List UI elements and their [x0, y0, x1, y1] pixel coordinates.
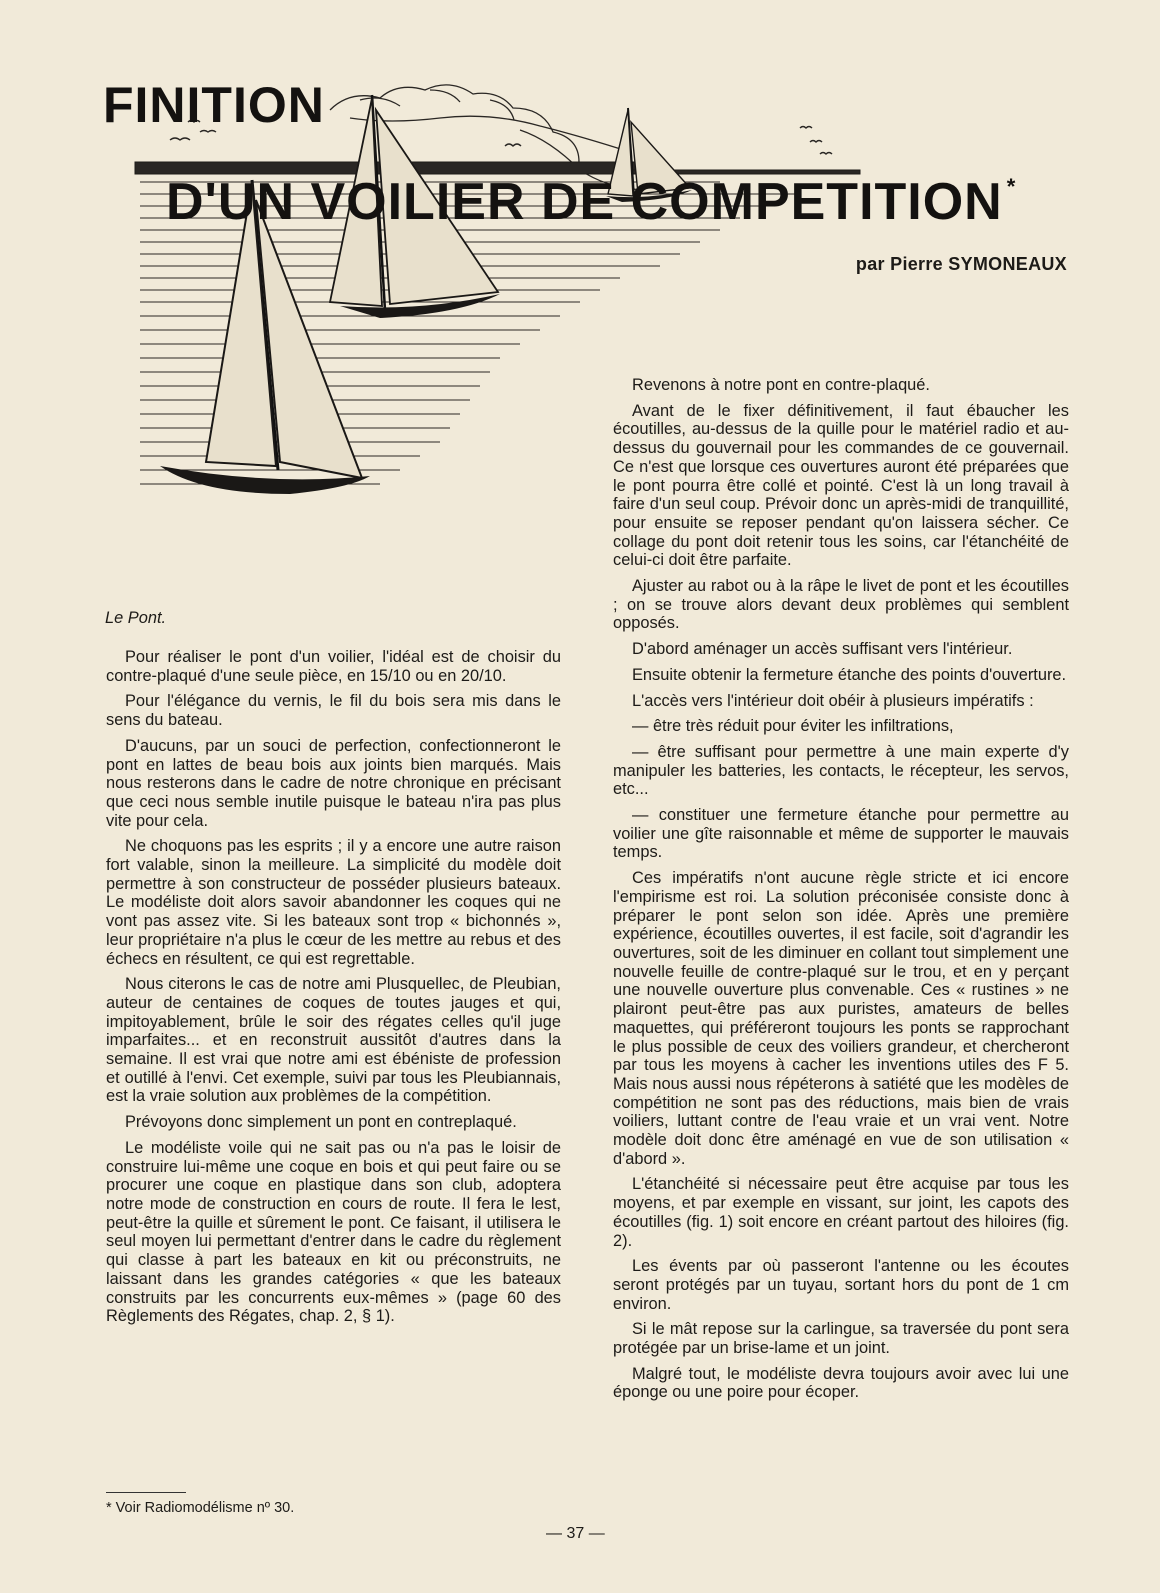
paragraph: L'accès vers l'intérieur doit obéir à plusieurs impératifs :: [632, 691, 1034, 710]
page-number: — 37 —: [546, 1525, 605, 1542]
paragraph: Si le mât repose sur la carlingue, sa traversée du pont sera protégée par un brise-lame et un joint.: [613, 1320, 1069, 1358]
paragraph: Ces impératifs n'ont aucune règle stricte et ici encore l'empirisme est roi. La solution préconisée consiste donc à préparer le pont selon son idée. Après une première expérience, écoutilles ouvertes, il est facile, soit d'agrandir les ouvertures, soit de les diminuer en collant tout simplement une nouvelle feuille de contre-plaqué sur le trou, et en y perçant une nouvelle ouverture plus convenable. Ces « rustines » ne plairont peut-être pas aux puristes, amateurs de belles maquettes, qui préféreront toujours les ponts se rapprochant le plus possible de ceux des voiliers grandeur, et chercheront par tous les moyens à cacher les inventions utiles des F 5. Mais nous aussi nous répéterons à satiété que les modèles de compétition ne sont pas des réductions, mais bien de vrais voiliers, luttant contre de l'eau vraie et un vrai vent. Notre modèle doit donc être aménagé en vue de son utilisation « d'abord ».: [613, 869, 1069, 1168]
title-text: D'UN VOILIER DE COMPETITION: [166, 173, 1003, 231]
paragraph: — être suffisant pour permettre à une main experte d'y manipuler les batteries, les contacts, le récepteur, les servos, etc...: [613, 742, 1069, 799]
paragraph: — constituer une fermeture étanche pour permettre au voilier une gîte raisonnable et même de supporter le mauvais temps.: [613, 806, 1069, 862]
paragraph: L'étanchéité si nécessaire peut être acquise par tous les moyens, et par exemple en vissant, sur joint, les capots des écoutilles (fig. 1) soit encore en créant partout des hiloires (fig. 2).: [613, 1175, 1069, 1250]
paragraph: Ensuite obtenir la fermeture étanche des points d'ouverture.: [632, 665, 1067, 684]
right-column: [613, 376, 1069, 1409]
section-heading: Le Pont.: [105, 609, 167, 627]
paragraph: Le modéliste voile qui ne sait pas ou n'a pas le loisir de construire lui-même une coque en bois et qui peut faire ou se procurer une coque en plastique dans son club, adoptera notre mode de construction en cours de route. Il fera le lest, peut-être la quille et sûrement le pont. Ce faisant, il utilisera le seul moyen lui permettant d'entrer dans le cadre du règlement qui classe à part les bateaux en kit ou préconstruits, ne laissant dans les grandes catégories « que les bateaux construits par les concurrents eux-mêmes » (page 60 des Règlements des Régates, chap. 2, § 1).: [106, 1138, 561, 1326]
paragraph: Pour l'élégance du vernis, le fil du bois sera mis dans le sens du bateau.: [106, 692, 561, 730]
paragraph: — être très réduit pour éviter les infiltrations,: [632, 717, 954, 736]
paragraph: Pour réaliser le pont d'un voilier, l'idéal est de choisir du contre-plaqué d'une seule pièce, en 15/10 ou en 20/10.: [106, 648, 561, 685]
paragraph: Nous citerons le cas de notre ami Plusquellec, de Pleubian, auteur de centaines de coques de toutes jauges et qui, impitoyablement, brûle le soir des régates celles qu'il juge imparfaites... et en reconstruit aussitôt d'autres dans la semaine. Il est vrai que notre ami est ébéniste de profession et outillé à l'envi. Cet exemple, suivi par tous les Pleubiannais, est la vraie solution aux problèmes de la compétition.: [106, 975, 561, 1106]
paragraph: Les évents par où passeront l'antenne ou les écoutes seront protégés par un tuyau, sortant hors du pont de 1 cm environ.: [613, 1257, 1069, 1313]
author-byline: par Pierre SYMONEAUX: [855, 254, 1067, 274]
paragraph: Revenons à notre pont en contre-plaqué.: [632, 376, 930, 394]
paragraph: D'aucuns, par un souci de perfection, confectionneront le pont en lattes de beau bois aux joints bien marqués. Mais nous resterons dans le cadre de notre chronique en précisant que ceci nous semble inutile puisque le bateau n'ira pas plus vite pour cela.: [106, 736, 561, 830]
paragraph: D'abord aménager un accès suffisant vers l'intérieur.: [632, 640, 1013, 659]
paragraph: Avant de le fixer définitivement, il faut ébaucher les écoutilles, au-dessus de la quille pour le matériel radio et au-dessus du gouvernail pour les commandes de ce gouvernail. Ce n'est que lorsque ces ouvertures auront été préparées que le pont pourra être collé et pointé. C'est là un long travail à faire d'un seul coup. Prévoir donc un après-midi de tranquillité, pour ensuite se reposer pendant qu'on laissera sécher. Ce collage du pont doit retenir tous les soins, car l'étanchéité de celui-ci doit être parfaite.: [613, 401, 1069, 570]
paragraph: Ne choquons pas les esprits ; il y a encore une autre raison fort valable, sinon la meilleure. La simplicité du modèle doit permettre à son constructeur de posséder plusieurs bateaux. Le modéliste doit alors savoir abandonner les coques qui ne vont pas assez vite. Si les bateaux sont trop « bichonnés », leur propriétaire n'a plus le cœur de les mettre au rebus et des échecs en résultent, ce qui est regrettable.: [106, 837, 561, 968]
paragraph: Prévoyons donc simplement un pont en contreplaqué.: [125, 1113, 517, 1132]
footnote: * Voir Radiomodélisme nº 30.: [106, 1500, 295, 1516]
paragraph: Ajuster au rabot ou à la râpe le livet de pont et les écoutilles ; on se trouve alors devant deux problèmes qui semblent opposés.: [613, 577, 1069, 633]
title-line-2: [166, 173, 1017, 231]
paragraph: Malgré tout, le modéliste devra toujours avoir avec lui une éponge ou une poire pour écoper.: [613, 1364, 1069, 1402]
title-asterisk: *: [1006, 174, 1017, 199]
footnote-divider: [106, 1492, 186, 1493]
left-column: [106, 648, 561, 1333]
title-line-1: FINITION: [103, 77, 325, 133]
